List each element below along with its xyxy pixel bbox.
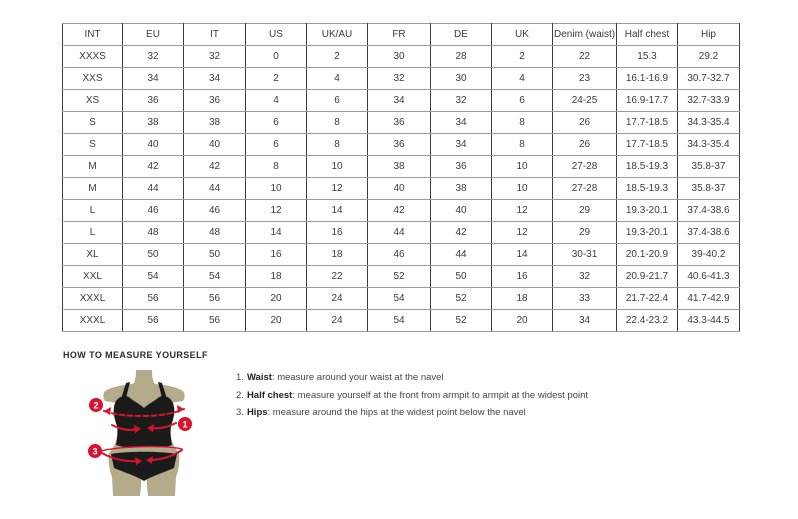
table-row	[63, 156, 740, 178]
size-value-cell: 50	[123, 244, 184, 266]
size-value-cell: 32	[431, 90, 492, 112]
size-value-cell: 40	[431, 200, 492, 222]
size-value-cell: 12	[492, 222, 553, 244]
column-header: EU	[123, 24, 184, 46]
badge-2-number: 2	[93, 400, 99, 411]
size-value-cell: 12	[246, 200, 307, 222]
size-value-cell: 19.3-20.1	[617, 222, 678, 244]
size-value-cell: 37.4-38.6	[678, 222, 740, 244]
size-value-cell: 18	[307, 244, 368, 266]
size-value-cell: 29	[553, 200, 617, 222]
size-value-cell: 34	[431, 134, 492, 156]
size-value-cell: 16	[246, 244, 307, 266]
column-header: IT	[184, 24, 246, 46]
step-text: : measure around your waist at the navel	[271, 372, 444, 383]
size-value-cell: 43.3-44.5	[678, 310, 740, 332]
size-value-cell: 12	[307, 178, 368, 200]
column-header: Half chest	[617, 24, 678, 46]
mannequin-illustration	[82, 369, 202, 503]
size-value-cell: 36	[184, 90, 246, 112]
size-value-cell: 36	[368, 112, 431, 134]
size-value-cell: 40	[184, 134, 246, 156]
size-value-cell: 18	[246, 266, 307, 288]
size-label-cell: XXXL	[63, 288, 123, 310]
size-value-cell: 17.7-18.5	[617, 112, 678, 134]
chest-arrow-right	[177, 405, 184, 413]
step-number: 2.	[236, 389, 244, 401]
size-value-cell: 2	[307, 46, 368, 68]
size-value-cell: 48	[184, 222, 246, 244]
size-value-cell: 26	[553, 134, 617, 156]
column-header: DE	[431, 24, 492, 46]
step-text: : measure around the hips at the widest point below the navel	[267, 407, 526, 418]
size-value-cell: 2	[246, 68, 307, 90]
size-value-cell: 8	[492, 112, 553, 134]
column-header: UK	[492, 24, 553, 46]
size-value-cell: 16.9-17.7	[617, 90, 678, 112]
size-value-cell: 28	[431, 46, 492, 68]
size-value-cell: 34	[184, 68, 246, 90]
size-value-cell: 20.1-20.9	[617, 244, 678, 266]
size-value-cell: 38	[184, 112, 246, 134]
size-value-cell: 36	[431, 156, 492, 178]
size-value-cell: 16.1-16.9	[617, 68, 678, 90]
size-value-cell: 20	[246, 310, 307, 332]
size-value-cell: 4	[246, 90, 307, 112]
measure-section-title: HOW TO MEASURE YOURSELF	[63, 350, 208, 360]
size-value-cell: 36	[123, 90, 184, 112]
size-value-cell: 24	[307, 288, 368, 310]
size-value-cell: 42	[368, 200, 431, 222]
size-value-cell: 22	[307, 266, 368, 288]
size-value-cell: 34	[123, 68, 184, 90]
size-value-cell: 42	[184, 156, 246, 178]
size-value-cell: 4	[492, 68, 553, 90]
size-value-cell: 50	[431, 266, 492, 288]
size-value-cell: 56	[184, 310, 246, 332]
size-value-cell: 30	[368, 46, 431, 68]
size-label-cell: M	[63, 156, 123, 178]
size-value-cell: 46	[184, 200, 246, 222]
size-value-cell: 8	[307, 112, 368, 134]
size-value-cell: 46	[368, 244, 431, 266]
table-row	[63, 310, 740, 332]
size-value-cell: 2	[492, 46, 553, 68]
size-value-cell: 0	[246, 46, 307, 68]
badge-3-number: 3	[92, 446, 98, 457]
table-row	[63, 288, 740, 310]
table-header-row	[63, 24, 740, 46]
table-row	[63, 134, 740, 156]
column-header: INT	[63, 24, 123, 46]
size-value-cell: 15.3	[617, 46, 678, 68]
size-value-cell: 40	[368, 178, 431, 200]
size-value-cell: 52	[431, 310, 492, 332]
size-value-cell: 24	[307, 310, 368, 332]
step-number: 1.	[236, 372, 244, 383]
size-value-cell: 12	[492, 200, 553, 222]
size-value-cell: 56	[184, 288, 246, 310]
size-value-cell: 56	[123, 310, 184, 332]
size-label-cell: XL	[63, 244, 123, 266]
size-value-cell: 18.5-19.3	[617, 178, 678, 200]
column-header: Denim (waist)	[553, 24, 617, 46]
column-header: US	[246, 24, 307, 46]
size-value-cell: 46	[123, 200, 184, 222]
size-value-cell: 32	[553, 266, 617, 288]
size-value-cell: 8	[246, 156, 307, 178]
size-value-cell: 56	[123, 288, 184, 310]
size-value-cell: 34	[431, 112, 492, 134]
measure-step-waist	[236, 373, 588, 383]
size-value-cell: 17.7-18.5	[617, 134, 678, 156]
size-value-cell: 44	[431, 244, 492, 266]
size-label-cell: XXL	[63, 266, 123, 288]
size-value-cell: 6	[307, 90, 368, 112]
size-value-cell: 24-25	[553, 90, 617, 112]
size-value-cell: 6	[246, 134, 307, 156]
size-value-cell: 16	[307, 222, 368, 244]
size-value-cell: 20	[246, 288, 307, 310]
size-value-cell: 35.8-37	[678, 178, 740, 200]
size-value-cell: 35.8-37	[678, 156, 740, 178]
size-value-cell: 14	[492, 244, 553, 266]
size-value-cell: 54	[123, 266, 184, 288]
size-value-cell: 32	[123, 46, 184, 68]
size-value-cell: 10	[492, 156, 553, 178]
size-value-cell: 18.5-19.3	[617, 156, 678, 178]
size-value-cell: 44	[368, 222, 431, 244]
table-row	[63, 46, 740, 68]
size-value-cell: 20	[492, 310, 553, 332]
measure-steps	[236, 373, 588, 426]
size-value-cell: 4	[307, 68, 368, 90]
size-value-cell: 30	[431, 68, 492, 90]
size-value-cell: 21.7-22.4	[617, 288, 678, 310]
size-value-cell: 27-28	[553, 178, 617, 200]
size-value-cell: 30.7-32.7	[678, 68, 740, 90]
size-chart-table	[62, 23, 740, 332]
badge-1-number: 1	[182, 419, 188, 430]
size-value-cell: 29.2	[678, 46, 740, 68]
chest-arrow-left	[104, 407, 111, 415]
size-label-cell: M	[63, 178, 123, 200]
size-value-cell: 42	[123, 156, 184, 178]
size-value-cell: 39-40.2	[678, 244, 740, 266]
column-header: FR	[368, 24, 431, 46]
table-row	[63, 222, 740, 244]
size-value-cell: 54	[184, 266, 246, 288]
size-value-cell: 34	[368, 90, 431, 112]
size-value-cell: 36	[368, 134, 431, 156]
step-label: Half chest	[246, 389, 293, 401]
size-label-cell: XXXS	[63, 46, 123, 68]
table-row	[63, 112, 740, 134]
size-value-cell: 8	[492, 134, 553, 156]
size-value-cell: 10	[492, 178, 553, 200]
size-value-cell: 22.4-23.2	[617, 310, 678, 332]
size-value-cell: 44	[184, 178, 246, 200]
size-value-cell: 52	[368, 266, 431, 288]
size-value-cell: 18	[492, 288, 553, 310]
size-value-cell: 42	[431, 222, 492, 244]
size-label-cell: S	[63, 134, 123, 156]
size-value-cell: 8	[307, 134, 368, 156]
size-value-cell: 19.3-20.1	[617, 200, 678, 222]
size-value-cell: 29	[553, 222, 617, 244]
table-row	[63, 68, 740, 90]
size-value-cell: 6	[246, 112, 307, 134]
size-value-cell: 34.3-35.4	[678, 112, 740, 134]
size-value-cell: 38	[368, 156, 431, 178]
size-value-cell: 52	[431, 288, 492, 310]
size-value-cell: 54	[368, 310, 431, 332]
size-value-cell: 20.9-21.7	[617, 266, 678, 288]
size-value-cell: 10	[246, 178, 307, 200]
size-label-cell: XXS	[63, 68, 123, 90]
size-value-cell: 33	[553, 288, 617, 310]
size-value-cell: 37.4-38.6	[678, 200, 740, 222]
size-value-cell: 14	[307, 200, 368, 222]
step-label: Hips	[246, 407, 268, 418]
size-label-cell: L	[63, 200, 123, 222]
step-text: : measure yourself at the front from armpit to armpit at the widest point	[292, 389, 589, 401]
size-value-cell: 16	[492, 266, 553, 288]
size-value-cell: 32	[184, 46, 246, 68]
size-label-cell: L	[63, 222, 123, 244]
size-value-cell: 38	[123, 112, 184, 134]
table-row	[63, 200, 740, 222]
measure-step-hips	[236, 408, 588, 418]
size-value-cell: 32.7-33.9	[678, 90, 740, 112]
size-value-cell: 26	[553, 112, 617, 134]
size-value-cell: 30-31	[553, 244, 617, 266]
size-value-cell: 34.3-35.4	[678, 134, 740, 156]
table-row	[63, 266, 740, 288]
size-value-cell: 48	[123, 222, 184, 244]
size-value-cell: 10	[307, 156, 368, 178]
size-value-cell: 54	[368, 288, 431, 310]
size-value-cell: 38	[431, 178, 492, 200]
size-value-cell: 27-28	[553, 156, 617, 178]
step-number: 3.	[236, 407, 244, 418]
size-value-cell: 40.6-41.3	[678, 266, 740, 288]
size-value-cell: 40	[123, 134, 184, 156]
column-header: Hip	[678, 24, 740, 46]
size-label-cell: S	[63, 112, 123, 134]
size-value-cell: 34	[553, 310, 617, 332]
size-label-cell: XS	[63, 90, 123, 112]
size-value-cell: 41.7-42.9	[678, 288, 740, 310]
column-header: UK/AU	[307, 24, 368, 46]
size-value-cell: 32	[368, 68, 431, 90]
measure-step-half-chest	[236, 391, 588, 401]
size-value-cell: 14	[246, 222, 307, 244]
size-value-cell: 44	[123, 178, 184, 200]
step-label: Waist	[246, 372, 272, 383]
size-value-cell: 23	[553, 68, 617, 90]
size-value-cell: 50	[184, 244, 246, 266]
table-row	[63, 90, 740, 112]
size-value-cell: 6	[492, 90, 553, 112]
table-row	[63, 244, 740, 266]
size-value-cell: 22	[553, 46, 617, 68]
size-label-cell: XXXL	[63, 310, 123, 332]
table-row	[63, 178, 740, 200]
